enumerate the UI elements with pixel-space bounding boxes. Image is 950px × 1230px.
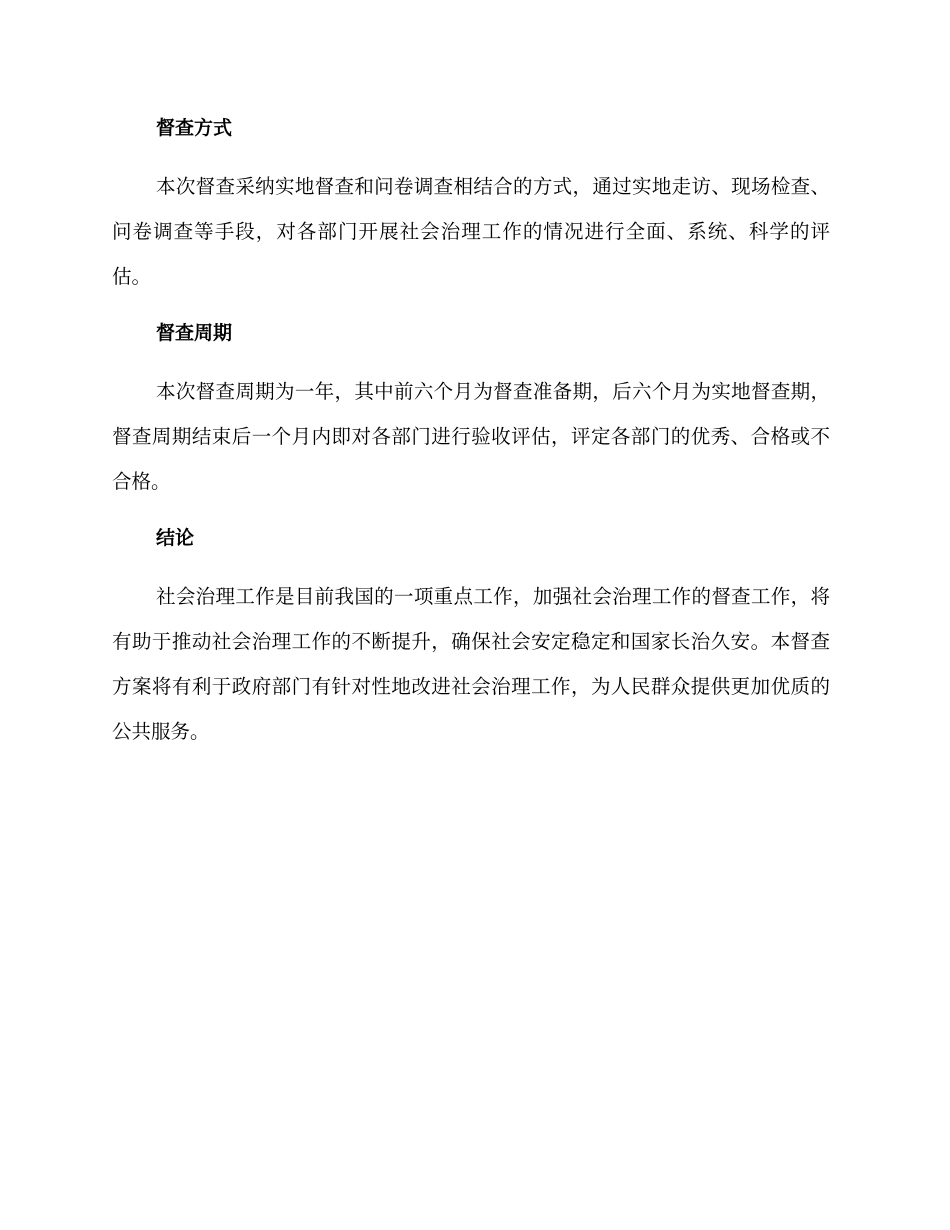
section-inspection-method xyxy=(112,113,830,306)
section-paragraph: 本次督查周期为一年，其中前六个月为督查准备期，后六个月为实地督查期，督查周期结束后一个月内即对各部门进行验收评估，评定各部门的优秀、合格或不合格。 xyxy=(112,380,830,493)
section-conclusion xyxy=(112,523,830,761)
section-paragraph: 社会治理工作是目前我国的一项重点工作，加强社会治理工作的督查工作，将有助于推动社会治理工作的不断提升，确保社会安定稳定和国家长治久安。本督查方案将有利于政府部门有针对性地改进社会治理工作，为人民群众提供更加优质的公共服务。 xyxy=(112,585,830,743)
section-inspection-period xyxy=(112,318,830,511)
section-heading: 督查周期 xyxy=(156,322,233,344)
section-heading: 督查方式 xyxy=(156,117,233,139)
section-paragraph: 本次督查采纳实地督查和问卷调查相结合的方式，通过实地走访、现场检查、问卷调查等手段，对各部门开展社会治理工作的情况进行全面、系统、科学的评估。 xyxy=(112,175,830,288)
section-heading: 结论 xyxy=(156,527,195,549)
document-content xyxy=(112,113,830,773)
